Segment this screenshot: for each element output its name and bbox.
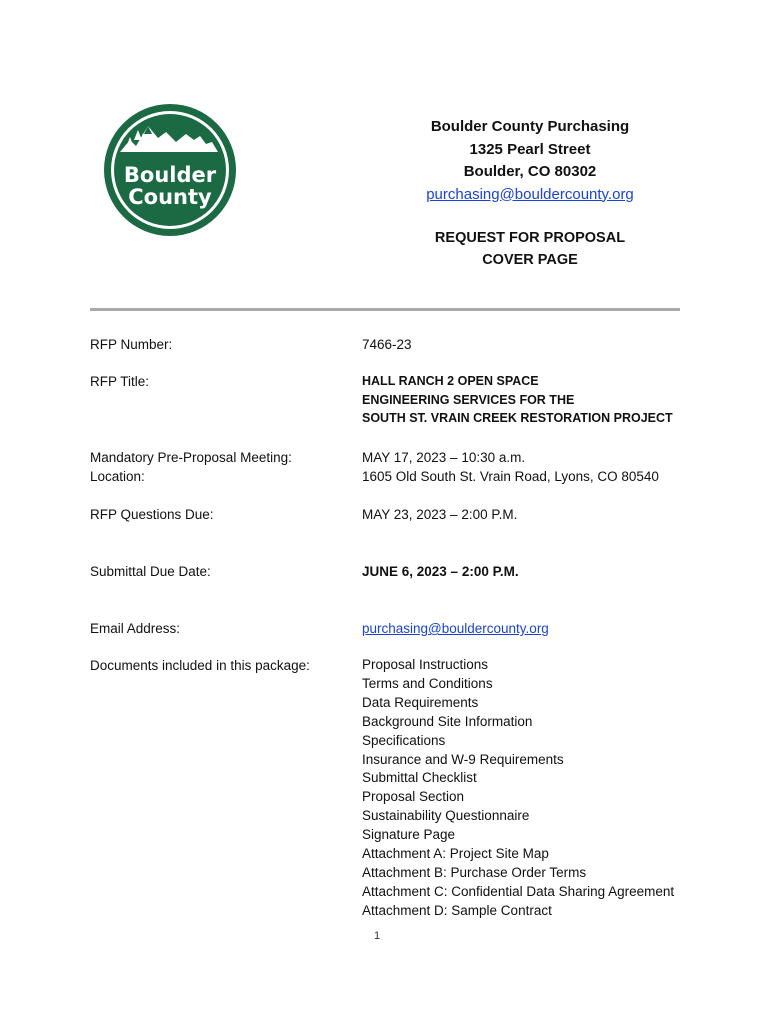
list-item: Submittal Checklist — [362, 770, 477, 786]
logo-text-line2: County — [128, 185, 212, 209]
list-item: Proposal Section — [362, 789, 465, 805]
documents-label: Documents included in this package: — [90, 658, 310, 673]
meeting-label: Mandatory Pre-Proposal Meeting: — [90, 450, 292, 465]
page-number: 1 — [374, 930, 381, 942]
logo-emblem-icon — [96, 96, 244, 244]
location-label: Location: — [90, 469, 145, 484]
rfp-title-value — [362, 372, 673, 428]
document-title — [380, 227, 680, 271]
location-value: 1605 Old South St. Vrain Road, Lyons, CO 80540 — [362, 469, 659, 484]
list-item: Specifications — [362, 732, 446, 748]
rfp-title-line1: HALL RANCH 2 OPEN SPACE — [362, 374, 539, 388]
logo-text-line1: Boulder — [123, 163, 217, 187]
title-line1: REQUEST FOR PROPOSAL — [434, 230, 626, 246]
city-state-zip: Boulder, CO 80302 — [463, 163, 597, 180]
list-item: Proposal Instructions — [362, 657, 489, 672]
list-item: Insurance and W-9 Requirements — [362, 751, 564, 767]
rfp-number-label: RFP Number: — [90, 337, 173, 352]
title-line2: COVER PAGE — [482, 252, 578, 268]
header-divider — [90, 308, 680, 311]
org-name: Boulder County Purchasing — [430, 118, 630, 135]
questions-due-value: MAY 23, 2023 – 2:00 P.M. — [362, 507, 518, 522]
list-item: Data Requirements — [362, 694, 479, 710]
header-address — [380, 116, 680, 206]
list-item: Terms and Conditions — [362, 675, 493, 691]
submittal-due-value: JUNE 6, 2023 – 2:00 P.M. — [362, 564, 519, 579]
header-email-link[interactable]: purchasing@bouldercounty.org — [426, 185, 634, 203]
meeting-label-block — [90, 448, 292, 486]
list-item: Attachment A: Project Site Map — [362, 846, 549, 862]
email-link[interactable]: purchasing@bouldercounty.org — [362, 621, 549, 636]
documents-list — [362, 656, 674, 921]
list-item: Attachment B: Purchase Order Terms — [362, 864, 587, 880]
list-item: Sustainability Questionnaire — [362, 808, 530, 824]
list-item: Signature Page — [362, 827, 456, 843]
rfp-title-label: RFP Title: — [90, 374, 150, 389]
meeting-value-block — [362, 448, 659, 486]
list-item: Attachment C: Confidential Data Sharing Agreement — [362, 883, 675, 899]
rfp-number-value: 7466-23 — [362, 337, 412, 352]
list-item: Background Site Information — [362, 713, 533, 729]
questions-due-label: RFP Questions Due: — [90, 507, 214, 522]
meeting-value: MAY 17, 2023 – 10:30 a.m. — [362, 450, 526, 465]
street-address: 1325 Pearl Street — [469, 140, 591, 158]
email-label: Email Address: — [90, 621, 181, 636]
list-item: Attachment D: Sample Contract — [362, 902, 552, 918]
boulder-county-logo — [96, 96, 244, 244]
rfp-title-line3: SOUTH ST. VRAIN CREEK RESTORATION PROJECT — [362, 411, 673, 425]
rfp-title-line2: ENGINEERING SERVICES FOR THE — [362, 392, 575, 407]
submittal-due-label: Submittal Due Date: — [90, 564, 211, 579]
